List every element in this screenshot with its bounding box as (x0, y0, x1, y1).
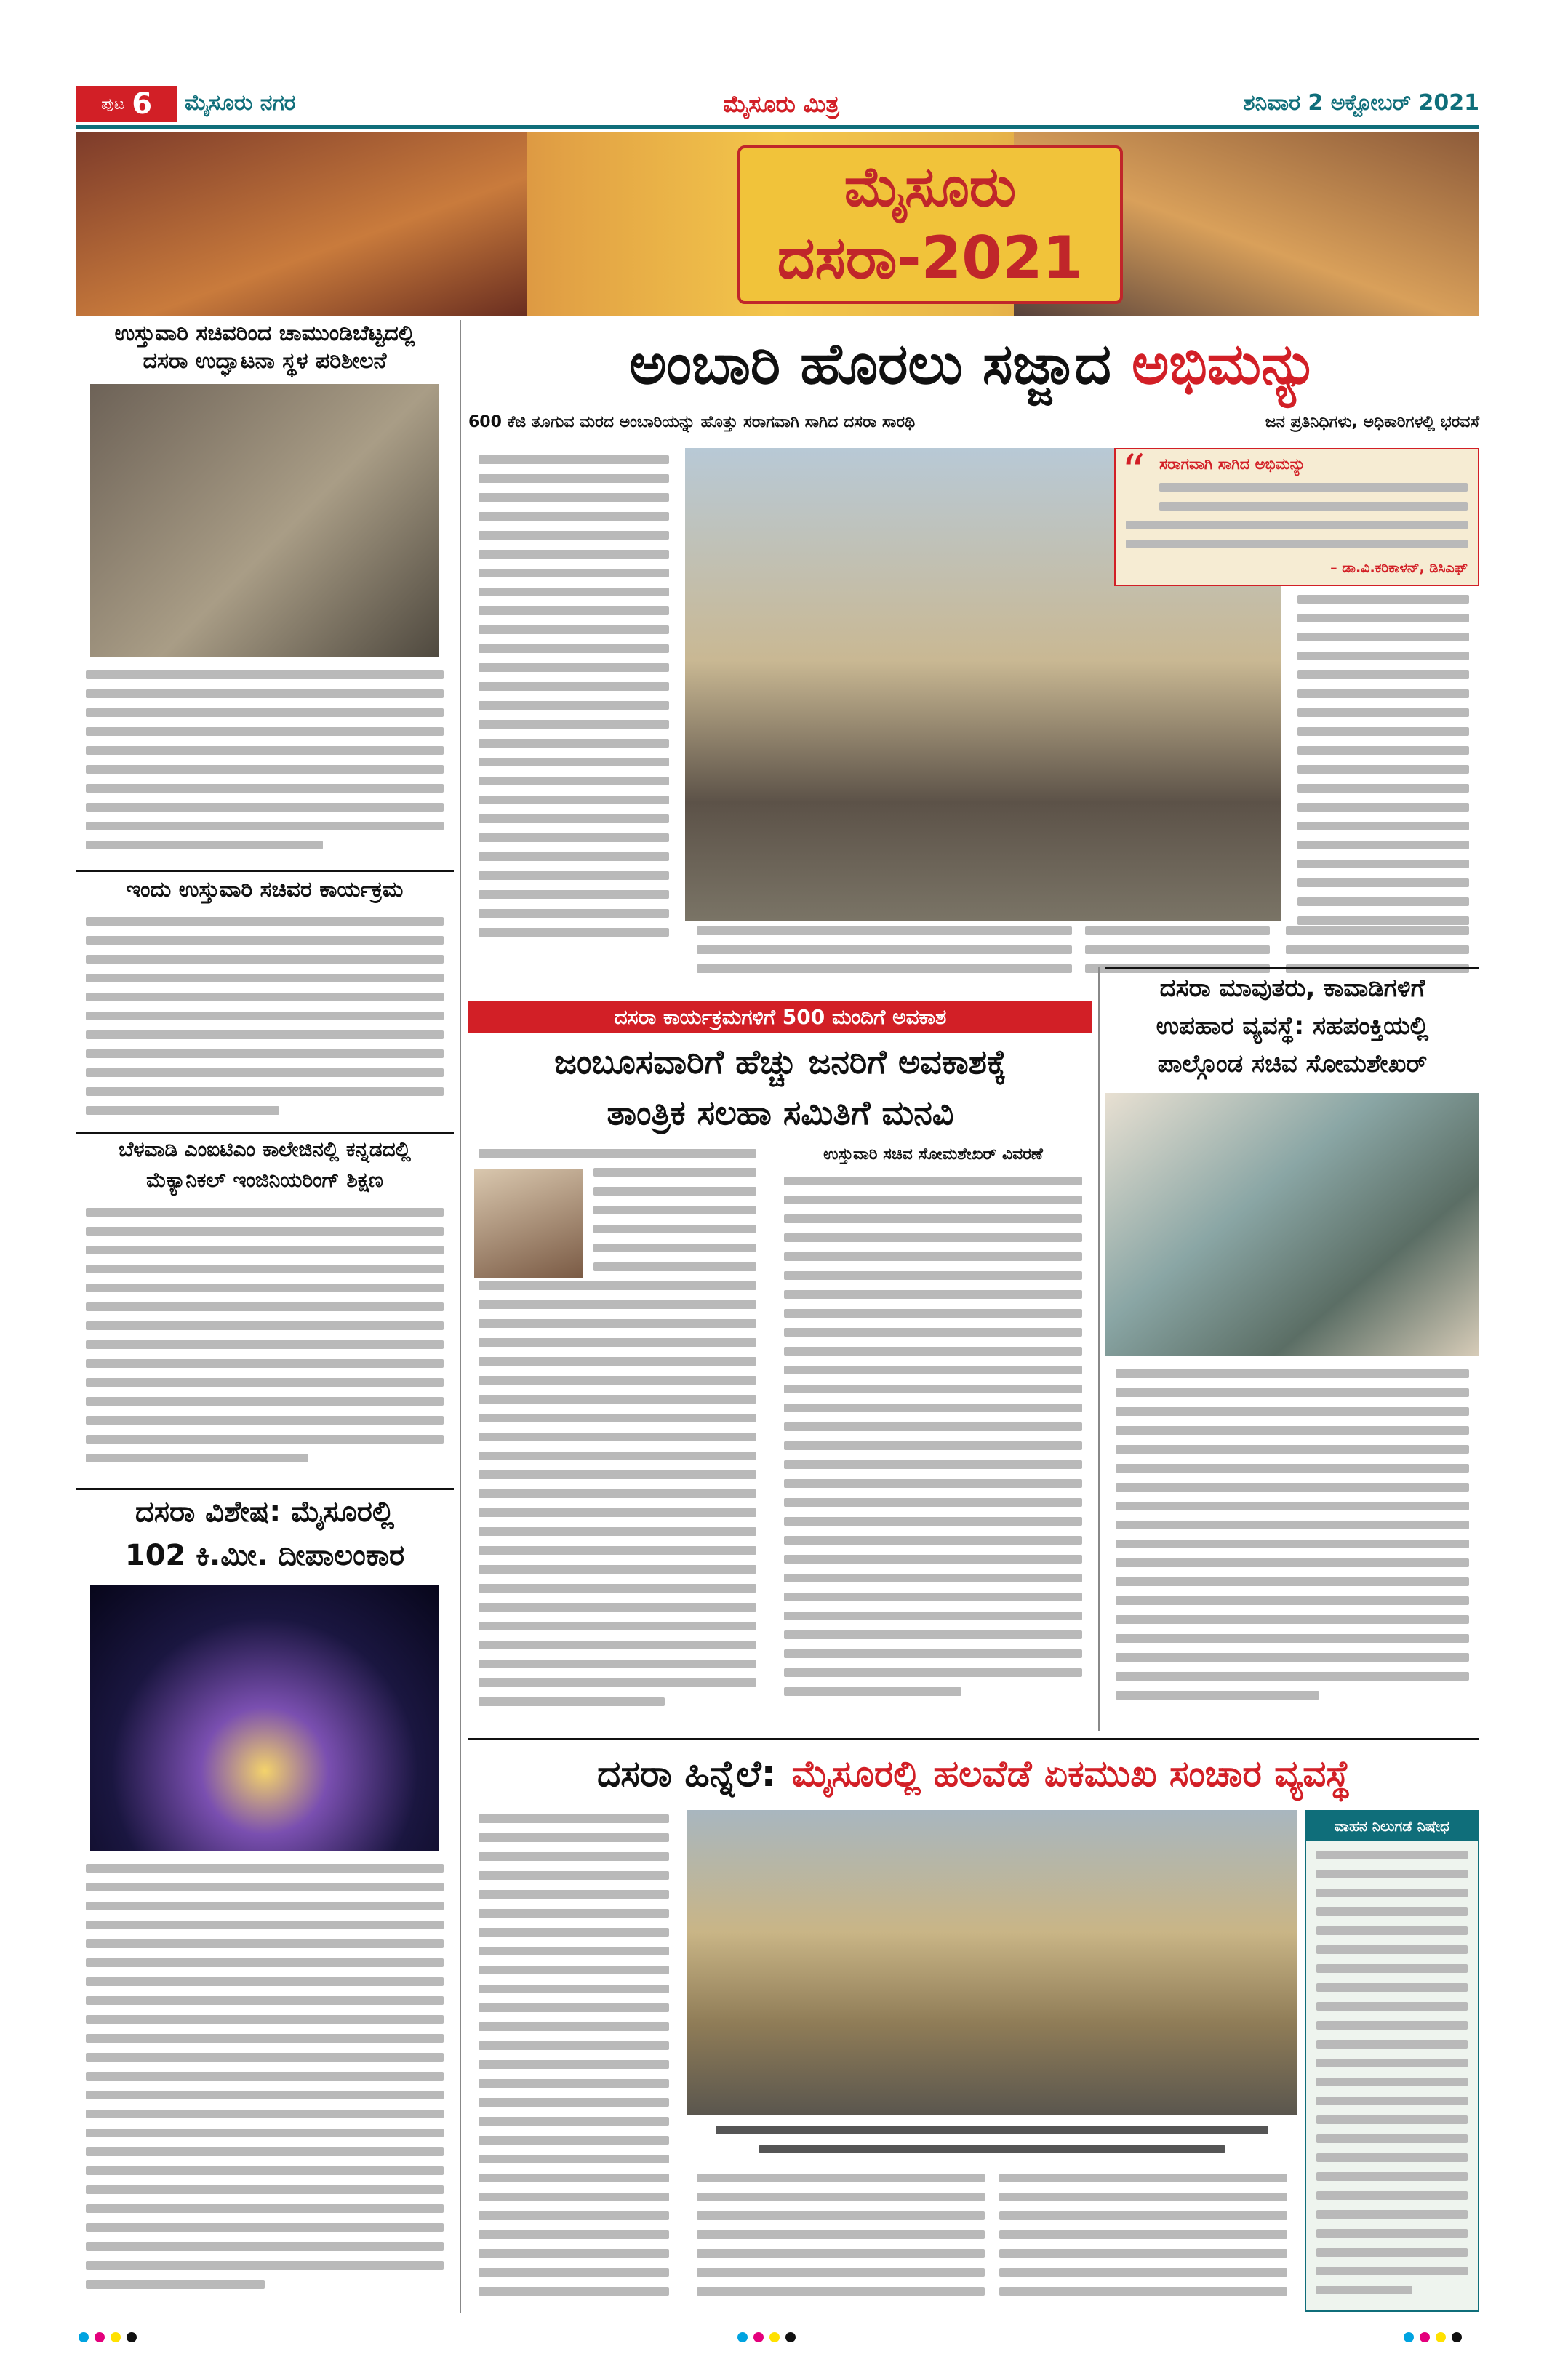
lights-text (76, 1859, 454, 2303)
engineering-headline-1: ಬೆಳವಾಡಿ ಎಂಐಟಿಎಂ ಕಾಲೇಜಿನಲ್ಲಿ ಕನ್ನಡದಲ್ಲಿ (119, 1137, 411, 1161)
traffic-text-col-2 (687, 2169, 1297, 2312)
lunch-rule (1098, 967, 1100, 1731)
lead-headline-black: ಅಂಬಾರಿ ಹೊರಲು ಸಜ್ಜಾದ (629, 331, 1111, 397)
lead-headline-red: ಅಭಿಮನ್ಯು (1131, 331, 1319, 397)
lights-headline-1: ದಸರಾ ವಿಶೇಷ: ಮೈಸೂರಲ್ಲಿ (135, 1495, 395, 1529)
police-photo (687, 1810, 1297, 2115)
registration-marks-center (735, 2331, 799, 2345)
jamboo-kicker: ದಸರಾ ಕಾರ್ಯಕ್ರಮಗಳಿಗೆ 500 ಮಂದಿಗೆ ಅವಕಾಶ (468, 1001, 1092, 1033)
traffic-headline-black: ದಸರಾ ಹಿನ್ನೆಲೆ: (597, 1752, 776, 1795)
inspection-text (76, 665, 454, 865)
page-number: 6 (132, 87, 153, 121)
header-rule (76, 125, 1479, 129)
traffic-headline (468, 1745, 1479, 1803)
engineering-story (76, 1132, 454, 1485)
engineering-headline-2: ಮೆಕ್ಯಾನಿಕಲ್ ಇಂಜಿನಿಯರಿಂಗ್ ಶಿಕ್ಷಣ (146, 1167, 383, 1192)
programme-text (76, 913, 454, 1124)
column-rule (460, 320, 461, 2313)
quote-box (1114, 445, 1479, 586)
jamboo-subhead: ಉಸ್ತುವಾರಿ ಸಚಿವ ಸೋಮಶೇಖರ್ ವಿವರಣೆ (823, 1145, 1043, 1164)
page-number-prefix: ಪುಟ (100, 95, 125, 113)
lead-headline (468, 320, 1479, 409)
lead-story (468, 320, 1479, 960)
banner-line-2: ದಸರಾ-2021 (777, 224, 1084, 292)
lunch-text (1105, 1365, 1479, 1729)
lead-text-col-1 (468, 449, 679, 951)
dasara-banner (76, 132, 1479, 316)
page-header (76, 86, 1479, 122)
programme-headline: ಇಂದು ಉಸ್ತುವಾರಿ ಸಚಿವರ ಕಾರ್ಯಕ್ರಮ (126, 877, 404, 903)
registration-marks-left (76, 2331, 140, 2345)
parking-box (1305, 1810, 1479, 2312)
registration-marks-right (1401, 2331, 1465, 2345)
lead-deck (468, 413, 1479, 445)
lead-deck-1: 600 ಕೆಜಿ ತೂಗುವ ಮರದ ಅಂಬಾರಿಯನ್ನು ಹೊತ್ತು ಸರಾಗವಾಗಿ ಸಾಗಿದ ದಸರಾ ಸಾರಥಿ (468, 413, 916, 431)
lunch-headline-3: ಪಾಲ್ಗೊಂಡ ಸಚಿವ ಸೋಮಶೇಖರ್ (1157, 1049, 1428, 1078)
lunch-headline-1: ದಸರಾ ಮಾವುತರು, ಕಾವಾಡಿಗಳಿಗೆ (1159, 973, 1425, 1003)
inspection-headline-1: ಉಸ್ತುವಾರಿ ಸಚಿವರಿಂದ ಚಾಮುಂಡಿಬೆಟ್ಟದಲ್ಲಿ (114, 321, 415, 347)
banner-line-1: ಮೈಸೂರು (844, 154, 1017, 219)
programme-story (76, 870, 454, 1129)
parking-box-title: ವಾಹನ ನಿಲುಗಡೆ ನಿಷೇಧ (1306, 1811, 1478, 1841)
jamboo-headline-2: ತಾಂತ್ರಿಕ ಸಲಹಾ ಸಮಿತಿಗೆ ಮನವಿ (607, 1093, 954, 1133)
quote-mark-icon: “ (1121, 445, 1145, 499)
inspection-photo (90, 384, 439, 657)
page-number-box (76, 86, 177, 122)
masthead: ಮೈಸೂರು ಮಿತ್ರ (723, 90, 839, 118)
traffic-story (468, 1738, 1479, 2313)
quote-title: ಸರಾಗವಾಗಿ ಸಾಗಿದ ಅಭಿಮನ್ಯು (1159, 455, 1305, 473)
lunch-photo (1105, 1093, 1479, 1356)
lights-headline-2: 102 ಕಿ.ಮೀ. ದೀಪಾಲಂಕಾರ (124, 1539, 405, 1572)
quote-author: – ಡಾ.ವಿ.ಕರಿಕಾಳನ್, ಡಿಸಿಎಫ್ (1330, 560, 1468, 576)
lead-text-col-4 (1287, 590, 1479, 951)
inspection-headline-2: ದಸರಾ ಉದ್ಘಾಟನಾ ಸ್ಥಳ ಪರಿಶೀಲನೆ (143, 348, 387, 375)
traffic-text-col-1 (468, 1810, 679, 2312)
jamboo-story (468, 1001, 1092, 1731)
police-photo-caption (687, 2118, 1297, 2162)
jamboo-headline-1: ಜಂಬೂಸವಾರಿಗೆ ಹೆಚ್ಚು ಜನರಿಗೆ ಅವಕಾಶಕ್ಕೆ (554, 1042, 1007, 1082)
section-name: ಮೈಸೂರು ನಗರ (185, 90, 296, 116)
jamboo-text-col-1 (468, 1143, 767, 1725)
lead-deck-2: ಜನ ಪ್ರತಿನಿಧಿಗಳು, ಅಧಿಕಾರಿಗಳಲ್ಲಿ ಭರವಸೆ (1265, 413, 1479, 431)
illumination-photo (90, 1585, 439, 1851)
minister-portrait (474, 1169, 583, 1278)
issue-date: ಶನಿವಾರ 2 ಅಕ್ಟೋಬರ್ 2021 (1243, 90, 1479, 116)
lunch-story (1105, 967, 1479, 1731)
jamboo-text-col-2 (774, 1143, 1092, 1725)
procession-artwork (76, 132, 527, 316)
lights-story (76, 1488, 454, 2310)
engineering-text (76, 1204, 454, 1484)
traffic-headline-red: ಮೈಸೂರಲ್ಲಿ ಹಲವೆಡೆ ಏಕಮುಖ ಸಂಚಾರ ವ್ಯವಸ್ಥೆ (791, 1752, 1351, 1795)
inspection-story (76, 320, 454, 867)
lunch-headline-2: ಉಪಹಾರ ವ್ಯವಸ್ಥೆ: ಸಹಪಂಕ್ತಿಯಲ್ಲಿ (1156, 1011, 1429, 1041)
